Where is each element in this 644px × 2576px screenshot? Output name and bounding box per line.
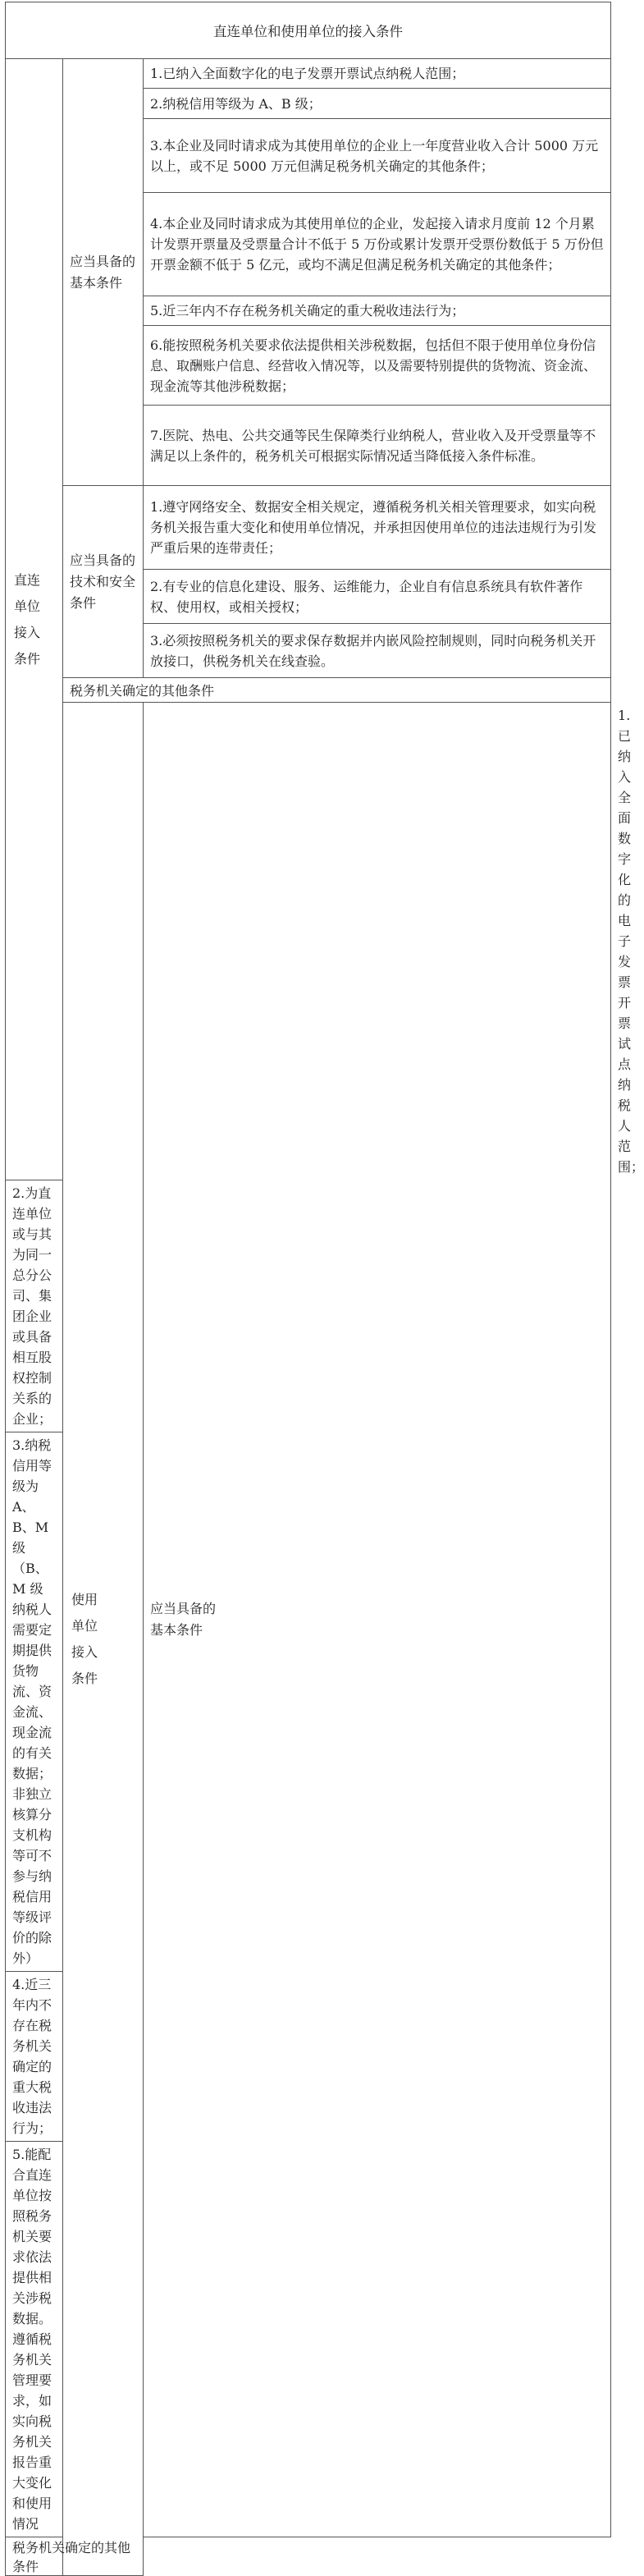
group-label-basic [63,59,144,486]
title-row [6,2,611,59]
table-title: 直连单位和使用单位的接入条件 [6,2,611,59]
table-row [6,59,611,89]
condition-item: 2.纳税信用等级为 A、B 级； [144,89,611,119]
condition-item: 3.必须按照税务机关的要求保存数据并内嵌风险控制规则，同时向税务机关开放接口，供税务机关在线查验。 [144,624,611,678]
table-row: 使用单位接入条件 应当具备的基本条件 1.已纳入全面数字化的电子发票开票试点纳税人范围； [6,703,611,1180]
condition-item: 2.有专业的信息化建设、服务、运维能力，企业自有信息系统具有软件著作权、使用权，或相关授权； [144,570,611,624]
section-label-text: 使用单位接入条件 [71,1591,98,1686]
group-label-text: 应当具备的基本条件 [70,253,136,291]
condition-item: 3.本企业及同时请求成为其使用单位的企业上一年度营业收入合计 5000 万元以上，或不足 5000 万元但满足税务机关确定的其他条件； [144,119,611,193]
section-label-user [63,703,144,2576]
conditions-table [5,2,644,2576]
condition-item: 4.近三年内不存在税务机关确定的重大税收违法行为； [6,1972,63,2142]
condition-item: 2.为直连单位或与其为同一总分公司、集团企业或具备相互股权控制关系的企业； [6,1180,63,1432]
section-label-text: 直连单位接入条件 [14,571,41,667]
group-label-basic [144,703,611,2537]
condition-item: 5.近三年内不存在税务机关确定的重大税收违法行为； [144,296,611,326]
table-row [6,2537,611,2576]
table-row [6,678,611,703]
condition-item: 3.纳税信用等级为 A、B、M 级（B、M 级纳税人需要定期提供货物流、资金流、现金流的有关数据；非独立核算分支机构等可不参与纳税信用等级评价的除外） [6,1432,63,1972]
condition-item: 5.能配合直连单位按照税务机关要求依法提供相关涉税数据。遵循税务机关管理要求，如实向税务机关报告重大变化和使用情况 [6,2142,63,2537]
group-label-text: 应当具备的基本条件 [150,1601,217,1638]
condition-item: 1.遵守网络安全、数据安全相关规定，遵循税务机关相关管理要求，如实向税务机关报告重大变化和使用单位情况，并承担因使用单位的违法违规行为引发严重后果的连带责任； [144,486,611,570]
condition-item: 7.医院、热电、公共交通等民生保障类行业纳税人，营业收入及开受票量等不满足以上条件的，税务机关可根据实际情况适当降低接入条件标准。 [144,406,611,486]
condition-item: 4.本企业及同时请求成为其使用单位的企业，发起接入请求月度前 12 个月累计发票开票量及受票量合计不低于 5 万份或累计发票开受票份数低于 5 万份但开票金额不低于 5 亿元，或均不满足但满足税务机关确定的其他条件； [144,193,611,296]
section-label-direct [6,59,63,1180]
group-label-text: 应当具备的技术和安全条件 [70,552,136,611]
table-row [6,486,611,570]
group-label-technical [63,486,144,678]
condition-item: 1.已纳入全面数字化的电子发票开票试点纳税人范围； [144,59,611,89]
other-conditions: 税务机关确定的其他条件 [63,678,611,703]
other-conditions: 税务机关确定的其他条件 [6,2537,144,2576]
condition-item: 6.能按照税务机关要求依法提供相关涉税数据，包括但不限于使用单位身份信息、取酬账户信息、经营收入情况等，以及需要特别提供的货物流、资金流、现金流等其他涉税数据； [144,326,611,406]
